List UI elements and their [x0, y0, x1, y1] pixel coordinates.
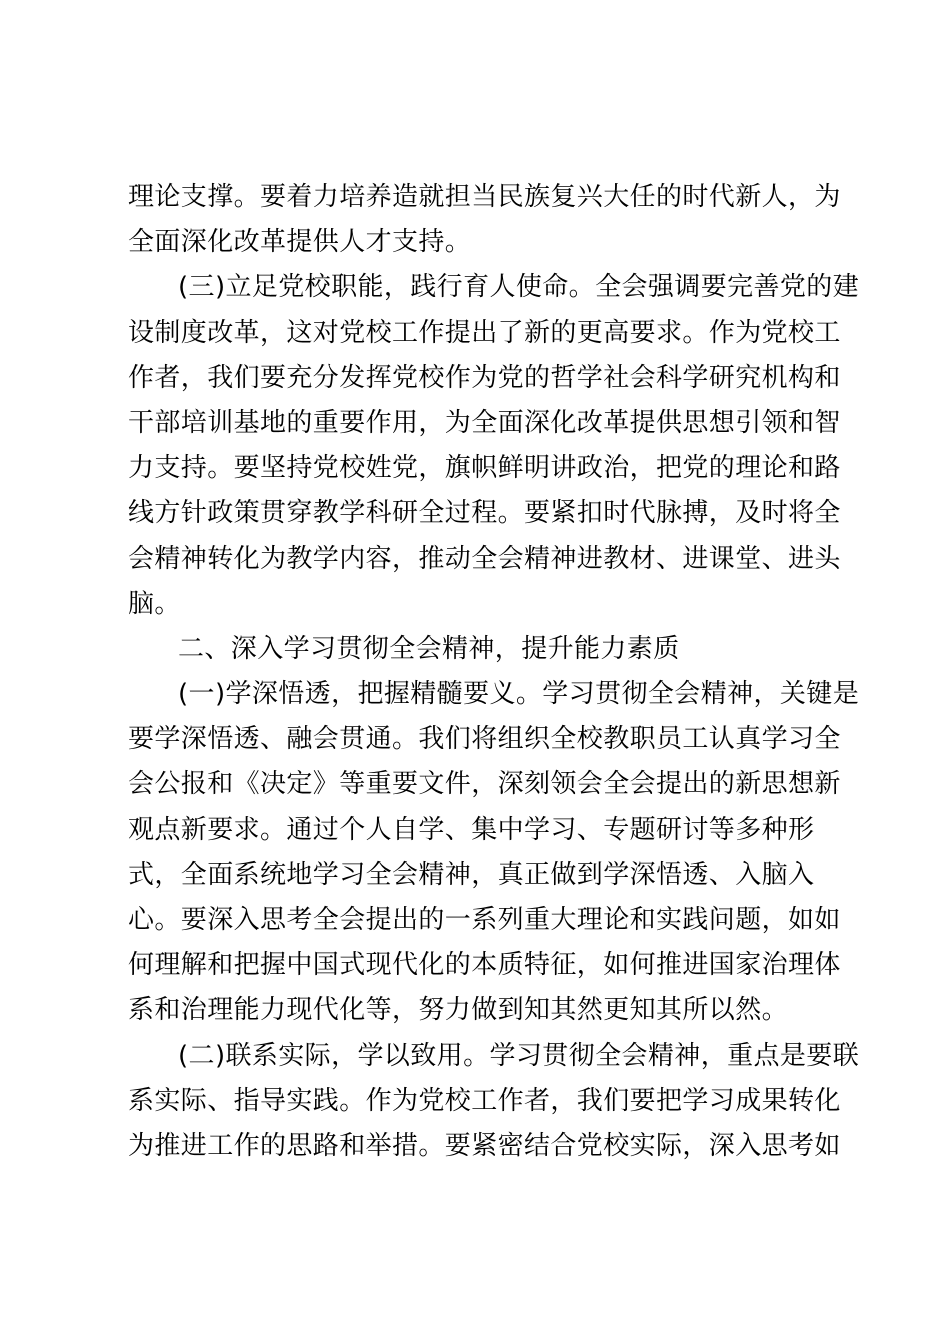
text-line: 二、深入学习贯彻全会精神，提升能力素质	[178, 633, 680, 664]
text-line: 会公报和《决定》等重要文件，深刻领会全会提出的新思想新	[128, 769, 841, 800]
document-body	[128, 175, 860, 1169]
text-line: 系和治理能力现代化等，努力做到知其然更知其所以然。	[128, 995, 789, 1026]
text-line: 理论支撑。要着力培养造就担当民族复兴大任的时代新人，为	[128, 182, 841, 212]
text-line: 心。要深入思考全会提出的一系列重大理论和实践问题，如如	[128, 905, 841, 935]
text-line: 会精神转化为教学内容，推动全会精神进教材、进课堂、进头	[128, 543, 841, 574]
text-line: 力支持。要坚持党校姓党，旗帜鲜明讲政治，把党的理论和路	[128, 453, 841, 484]
text-line: 作者，我们要充分发挥党校作为党的哲学社会科学研究机构和	[128, 362, 841, 393]
text-line: (三)立足党校职能，践行育人使命。全会强调要完善党的建	[178, 272, 860, 303]
text-line: 干部培训基地的重要作用，为全面深化改革提供思想引领和智	[128, 407, 841, 438]
text-line: 为推进工作的思路和举措。要紧密结合党校实际，深入思考如	[128, 1130, 841, 1161]
text-line: 要学深悟透、融会贯通。我们将组织全校教职员工认真学习全	[128, 724, 841, 755]
text-line: 何理解和把握中国式现代化的本质特征，如何推进国家治理体	[128, 950, 841, 981]
text-line: 全面深化改革提供人才支持。	[128, 227, 472, 258]
text-line: 设制度改革，这对党校工作提出了新的更高要求。作为党校工	[128, 317, 841, 348]
text-line: 系实际、指导实践。作为党校工作者，我们要把学习成果转化	[128, 1085, 841, 1116]
text-line: 线方针政策贯穿教学科研全过程。要紧扣时代脉搏，及时将全	[128, 498, 841, 529]
text-line: (一)学深悟透，把握精髓要义。学习贯彻全会精神，关键是	[178, 679, 860, 710]
text-line: 式，全面系统地学习全会精神，真正做到学深悟透、入脑入	[128, 859, 815, 890]
text-line: 观点新要求。通过个人自学、集中学习、专题研讨等多种形	[128, 814, 815, 845]
text-line: 脑。	[128, 588, 181, 619]
text-line: (二)联系实际，学以致用。学习贯彻全会精神，重点是要联	[178, 1040, 860, 1071]
